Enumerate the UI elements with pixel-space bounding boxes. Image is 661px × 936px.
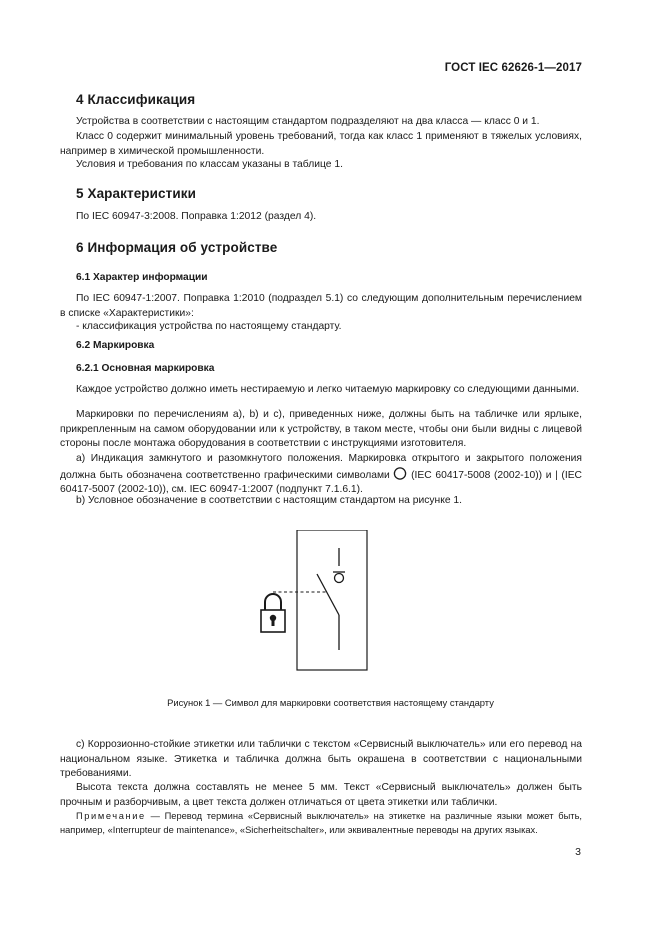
- section-4-paragraph-3: Условия и требования по классам указаны в таблице 1.: [76, 159, 343, 170]
- subsection-6-1-list-item: - классификация устройства по настоящему стандарту.: [76, 321, 342, 332]
- item-a-text-part-2: (IEC 60417-5008 (2002-10)) и | (IEC 60417-5007 (2002-10)), см. IEC 60947-1:2007 (подпункт 7.1.6.1).: [60, 469, 582, 495]
- service-switch-marking-figure: [255, 530, 385, 675]
- section-6-title: 6 Информация об устройстве: [76, 240, 278, 255]
- standard-code: ГОСТ IEC 62626-1—2017: [444, 62, 582, 74]
- section-4-paragraph-2: Класс 0 содержит минимальный уровень требований, тогда как класс 1 применяют в тяжелых условиях, например в химической промышленности.: [60, 131, 582, 157]
- note-paragraph: [60, 809, 582, 837]
- section-4-title: 4 Классификация: [76, 92, 196, 107]
- item-c-paragraph: с) Коррозионно-стойкие этикетки или таблички с текстом «Сервисный выключатель» или его перевод на национальном языке. Этикетка и табличка должна быть окрашена в соответствии с национальными требованиями.: [60, 739, 582, 779]
- page-number: 3: [575, 846, 581, 858]
- subsection-6-1-paragraph: По IEC 60947-1:2007. Поправка 1:2010 (подраздел 5.1) со следующим дополнительным перечислением в списке «Характеристики»:: [60, 293, 582, 319]
- open-position-symbol-icon: [393, 467, 407, 480]
- section-5-paragraph-1: По IEC 60947-3:2008. Поправка 1:2012 (раздел 4).: [76, 211, 317, 222]
- subsection-6-2-1-paragraph-2: Маркировки по перечислениям а), b) и с), приведенных ниже, должны быть на табличке или ярлыке, прикрепленным на самом оборудовании или к устройству, в таком месте, чтобы они были видны с лицевой стороны после монтажа оборудования в соответствии с инструкциями изготовителя.: [60, 409, 582, 449]
- section-5-title: 5 Характеристики: [76, 186, 197, 201]
- item-b-paragraph: b) Условное обозначение в соответствии с настоящим стандартом на рисунке 1.: [76, 495, 463, 506]
- section-4-paragraph-1: Устройства в соответствии с настоящим стандартом подразделяют на два класса — класс 0 и 1.: [76, 116, 540, 127]
- item-a-text-part-1: а) Индикация замкнутого и разомкнутого положения. Маркировка открытого и закрытого положения должна быть обозначена соответственно графическими символами: [60, 453, 582, 481]
- text-height-paragraph: Высота текста должна составлять не менее 5 мм. Текст «Сервисный выключатель» должен быть прочным и разборчивым, а цвет текста должен отличаться от цвета этикетки или таблички.: [60, 782, 582, 808]
- subsection-6-2-1-title: 6.2.1 Основная маркировка: [76, 363, 215, 374]
- note-text: — Перевод термина «Сервисный выключатель» на этикетке на различные языки может быть, например, «Interrupteur de maintenance», «Sicherheitschalter», или эквивалентные переводы на других языках.: [60, 811, 582, 835]
- figure-1-caption: Рисунок 1 — Символ для маркировки соответствия настоящему стандарту: [167, 697, 494, 708]
- item-a-paragraph: [60, 452, 582, 498]
- subsection-6-2-title: 6.2 Маркировка: [76, 340, 155, 351]
- subsection-6-1-title: 6.1 Характер информации: [76, 272, 208, 283]
- subsection-6-2-1-paragraph-1: Каждое устройство должно иметь нестираемую и легко читаемую маркировку со следующими данными.: [76, 384, 580, 395]
- note-label: Примечание: [76, 811, 146, 821]
